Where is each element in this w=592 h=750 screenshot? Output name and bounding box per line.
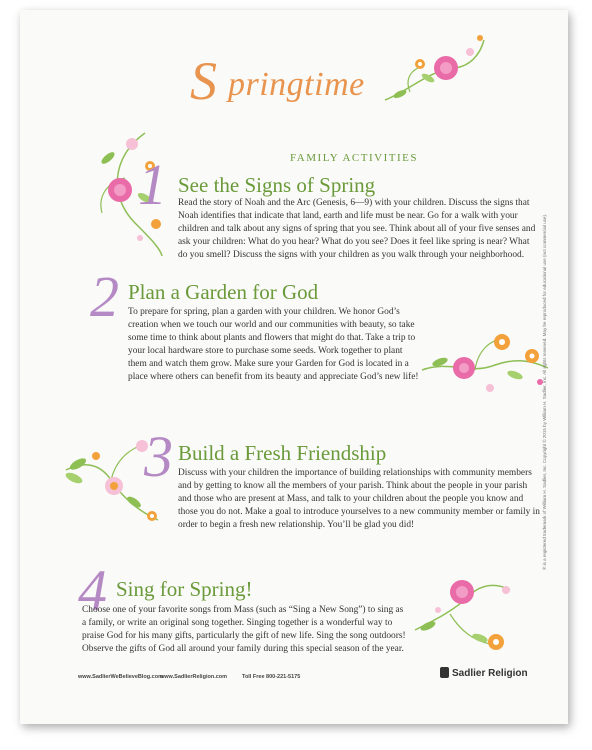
brand-name: Sadlier Religion bbox=[452, 668, 528, 679]
footer-blog-link[interactable]: www.SadlierWeBelieveBlog.com bbox=[78, 674, 163, 680]
section-number: 2 bbox=[90, 264, 119, 329]
section-number: 3 bbox=[144, 424, 173, 489]
section-body: Discuss with your children the importance of building relationships with community members and by getting to know all the members of your parish. Think about the people in your parish and those who are present at Mass, and talk to your children about the people you know and those you do not. Make a goal to introduce yourselves to a new community member or family in order to begin a fresh new relationship. You’ll be glad you did! bbox=[178, 468, 540, 530]
section-heading: Sing for Spring! bbox=[116, 577, 253, 601]
section-body: To prepare for spring, plan a garden with your children. We honor God’s creation when we touch our world and our communities with beauty, so take some time to think about plants and flowers that might do that. Take a trip to your local hardware store to purchase some seeds. Work together to plant them and watch them grow. Make sure your Garden for God is located in a place where others can benefit from its beauty and appreciate God’s new life! bbox=[128, 307, 419, 382]
activity-sheet bbox=[20, 10, 568, 724]
section-body: Read the story of Noah and the Arc (Genesis, 6—9) with your children. Discuss the signs that Noah identifies that indicate that land, earth and life must be near. Go for a walk with your children and talk about any signs of spring that you see. Think about all of your five senses and ask your children: What do you hear? What do you see? Does it feel like spring is near? What do you smell? Discuss the signs with your children as you walk through your neighborhood. bbox=[178, 198, 536, 260]
floral-decoration-top bbox=[380, 30, 490, 120]
footer-site-link[interactable]: www.SadlierReligion.com bbox=[160, 674, 228, 680]
brand-logo bbox=[440, 667, 528, 679]
section-heading: Plan a Garden for God bbox=[128, 280, 319, 304]
section-heading: Build a Fresh Friendship bbox=[178, 441, 387, 465]
title-word: pringtime bbox=[228, 66, 365, 103]
copyright-note: ® is a registered trademark of William H. Sadlier, Inc. Copyright © 2015 by William H. Sadlier, Inc. All rights reserved. May be reproduced for educational use (not commercial use). bbox=[542, 213, 547, 570]
floral-decoration-2 bbox=[420, 320, 550, 410]
subtitle: FAMILY ACTIVITIES bbox=[290, 152, 418, 164]
section-heading: See the Signs of Spring bbox=[178, 173, 376, 197]
footer-phone: Toll Free 800-221-5175 bbox=[242, 674, 301, 680]
section-number: 4 bbox=[78, 558, 107, 623]
floral-decoration-4 bbox=[410, 570, 520, 660]
sadlier-logo-icon bbox=[440, 667, 449, 678]
section-number: 1 bbox=[138, 152, 167, 217]
title-initial: S bbox=[190, 51, 217, 111]
section-body: Choose one of your favorite songs from Mass (such as “Sing a New Song”) to sing as a family, or write an original song together. Singing together is a wonderful way to praise God for his many gifts, particularly the gift of new life. Sing the song outdoors! Observe the gifts of God all around your family during this special season of the year. bbox=[82, 605, 406, 654]
